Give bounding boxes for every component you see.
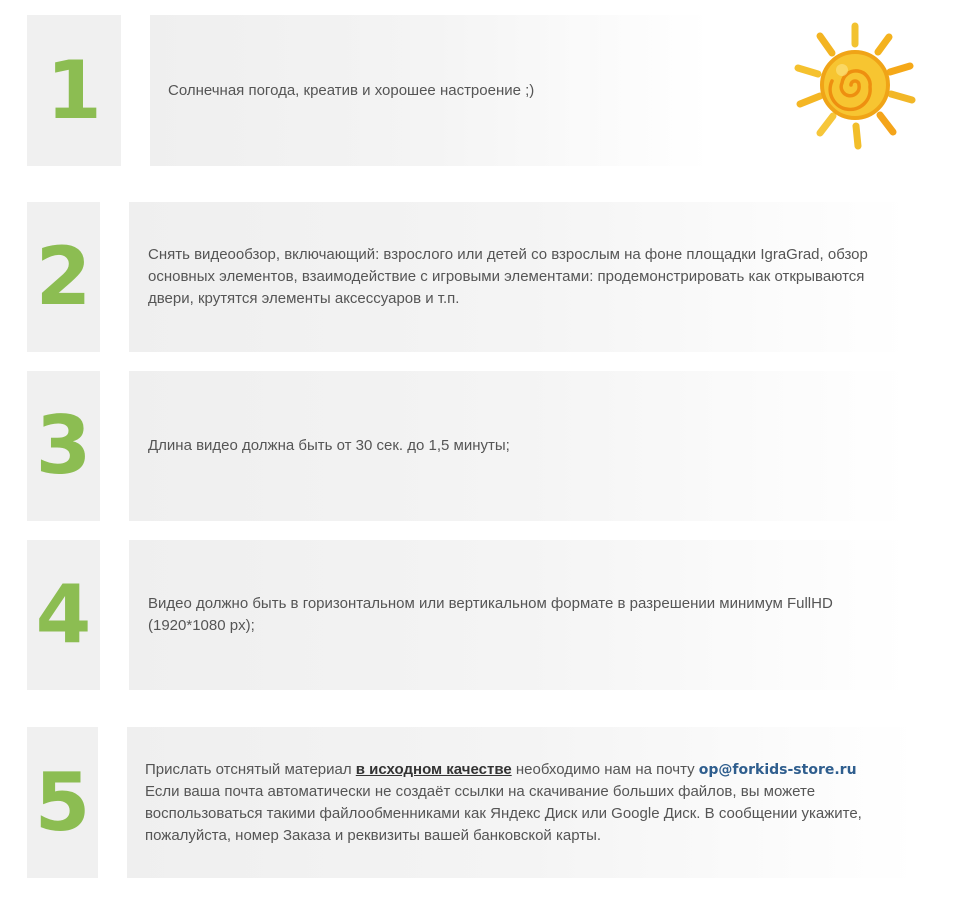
sun-icon	[790, 22, 920, 152]
step-2-text-panel	[129, 202, 909, 352]
step-4-text-panel	[129, 540, 909, 690]
step-1-text-panel	[150, 15, 710, 166]
step-5-number-panel	[27, 727, 98, 878]
step-1-number-panel	[27, 15, 121, 166]
step-4-text: Видео должно быть в горизонтальном или вертикальном формате в разрешении минимум FullHD (1920*1080 px);	[148, 595, 833, 634]
step-3-text-panel	[129, 371, 909, 521]
step-2-text: Снять видеообзор, включающий: взрослого или детей со взрослым на фоне площадки IgraGrad, обзор основных элементов, взаимодействие с игровыми элементами: продемонстрировать как открываются двери, крутятся элементы аксессуаров и т.п.	[148, 246, 868, 307]
step-5-text-panel	[127, 727, 917, 878]
step-3-number: 3	[35, 399, 92, 492]
step-4-number: 4	[35, 568, 92, 661]
step-2-number: 2	[35, 230, 92, 323]
step-3-number-panel	[27, 371, 100, 521]
email-address[interactable]: op@forkids-store.ru	[698, 761, 857, 778]
source-quality-emphasis: в исходном качестве	[355, 760, 512, 778]
step-5-number: 5	[34, 755, 91, 849]
step-2-number-panel	[27, 202, 100, 352]
step-3-text: Длина видео должна быть от 30 сек. до 1,5 минуты;	[148, 437, 510, 454]
step-4-number-panel	[27, 540, 100, 690]
step-1-number: 1	[46, 43, 102, 137]
step-5-text	[145, 759, 895, 847]
step-5-text-middle: необходимо нам на почту	[511, 760, 699, 778]
step-1-text: Солнечная погода, креатив и хорошее настроение ;)	[168, 81, 535, 99]
step-5-text-before: Прислать отснятый материал	[145, 760, 356, 778]
step-5-text-after: Если ваша почта автоматически не создаёт ссылки на скачивание больших файлов, вы можете воспользоваться такими файлообменниками как Яндекс Диск или Google Диск. В сообщении укажите, пожалуйста, номер Заказа и реквизиты вашей банковской карты.	[145, 782, 862, 844]
